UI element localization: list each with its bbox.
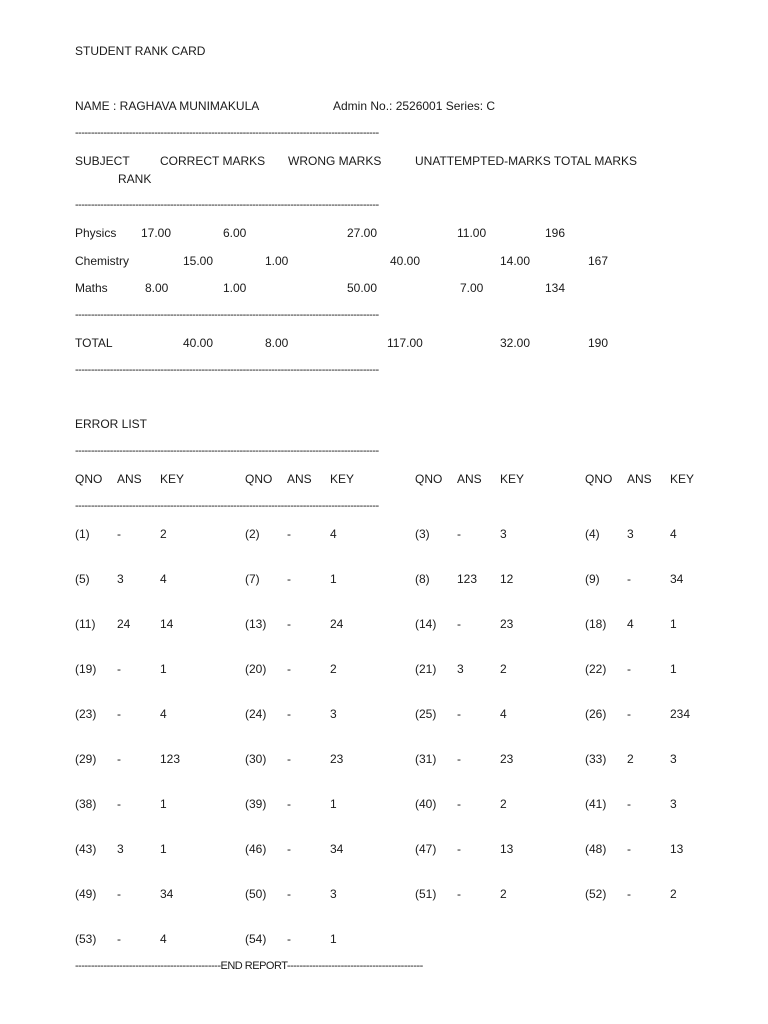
error-key: 34 xyxy=(330,842,344,856)
subject-total: 11.00 xyxy=(457,226,487,240)
error-qno: (38) xyxy=(75,797,97,811)
subject-wrong: 6.00 xyxy=(223,226,247,240)
error-header-qno: QNO xyxy=(415,472,443,486)
error-ans: - xyxy=(627,797,631,811)
error-qno: (20) xyxy=(245,662,267,676)
error-ans: 3 xyxy=(117,842,124,856)
error-key: 4 xyxy=(160,707,167,721)
error-key: 4 xyxy=(160,572,167,586)
error-key: 2 xyxy=(330,662,337,676)
error-qno: (1) xyxy=(75,527,90,541)
error-ans: - xyxy=(457,707,461,721)
error-key: 13 xyxy=(670,842,684,856)
error-ans: 3 xyxy=(627,527,634,541)
error-qno: (5) xyxy=(75,572,90,586)
error-ans: - xyxy=(627,707,631,721)
error-ans: - xyxy=(287,617,291,631)
subject-total: 7.00 xyxy=(460,281,484,295)
admin-number: Admin No.: 2526001 Series: C xyxy=(333,99,496,113)
header-subject: SUBJECT xyxy=(75,154,130,168)
error-header-ans: ANS xyxy=(627,472,652,486)
error-key: 24 xyxy=(330,617,344,631)
error-qno: (49) xyxy=(75,887,97,901)
subject-name: Chemistry xyxy=(75,254,130,268)
subject-total: 14.00 xyxy=(500,254,531,268)
error-ans: - xyxy=(287,662,291,676)
error-ans: - xyxy=(457,887,461,901)
end-report: ----------------------------------------------END REPORT------------------------------------------- xyxy=(75,960,423,972)
error-ans: - xyxy=(287,887,291,901)
error-key: 4 xyxy=(330,527,337,541)
divider: ------------------------------------------------------------------------------------------------ xyxy=(75,445,379,457)
error-qno: (13) xyxy=(245,617,267,631)
error-key: 2 xyxy=(500,662,507,676)
error-key: 2 xyxy=(160,527,167,541)
error-qno: (52) xyxy=(585,887,607,901)
total-wrong: 8.00 xyxy=(265,336,289,350)
error-ans: - xyxy=(117,527,121,541)
error-qno: (26) xyxy=(585,707,607,721)
divider: ------------------------------------------------------------------------------------------------ xyxy=(75,500,379,512)
error-ans: - xyxy=(117,662,121,676)
error-ans: - xyxy=(457,617,461,631)
error-key: 1 xyxy=(160,842,167,856)
error-qno: (3) xyxy=(415,527,430,541)
error-ans: - xyxy=(117,887,121,901)
error-header-qno: QNO xyxy=(585,472,613,486)
error-ans: - xyxy=(117,752,121,766)
error-qno: (41) xyxy=(585,797,607,811)
error-ans: - xyxy=(117,932,121,946)
error-key: 2 xyxy=(670,887,677,901)
error-ans: - xyxy=(117,707,121,721)
error-header-key: KEY xyxy=(670,472,695,486)
error-qno: (9) xyxy=(585,572,600,586)
error-qno: (43) xyxy=(75,842,97,856)
subject-unattempted: 27.00 xyxy=(347,226,378,240)
error-key: 23 xyxy=(500,752,514,766)
error-qno: (22) xyxy=(585,662,607,676)
subject-correct: 8.00 xyxy=(145,281,169,295)
error-ans: - xyxy=(117,797,121,811)
error-qno: (2) xyxy=(245,527,260,541)
page-title: STUDENT RANK CARD xyxy=(75,44,206,58)
error-key: 12 xyxy=(500,572,514,586)
error-header-qno: QNO xyxy=(245,472,273,486)
error-key: 2 xyxy=(500,887,507,901)
error-key: 234 xyxy=(670,707,691,721)
subject-wrong: 1.00 xyxy=(265,254,289,268)
error-key: 3 xyxy=(670,797,677,811)
error-header-ans: ANS xyxy=(117,472,142,486)
error-ans: 3 xyxy=(457,662,464,676)
error-qno: (7) xyxy=(245,572,260,586)
error-ans: - xyxy=(287,572,291,586)
error-qno: (48) xyxy=(585,842,607,856)
error-qno: (39) xyxy=(245,797,267,811)
error-ans: 24 xyxy=(117,617,131,631)
error-qno: (4) xyxy=(585,527,600,541)
subject-wrong: 1.00 xyxy=(223,281,247,295)
total-name: TOTAL xyxy=(75,336,113,350)
total-correct: 40.00 xyxy=(183,336,214,350)
subject-correct: 17.00 xyxy=(141,226,172,240)
error-key: 3 xyxy=(330,887,337,901)
error-header-ans: ANS xyxy=(457,472,482,486)
header-correct: CORRECT MARKS xyxy=(160,154,266,168)
error-qno: (19) xyxy=(75,662,97,676)
error-key: 34 xyxy=(160,887,174,901)
error-qno: (23) xyxy=(75,707,97,721)
error-ans: 2 xyxy=(627,752,634,766)
error-ans: - xyxy=(287,842,291,856)
error-qno: (50) xyxy=(245,887,267,901)
subject-rank: 196 xyxy=(545,226,566,240)
error-key: 123 xyxy=(160,752,181,766)
error-qno: (54) xyxy=(245,932,267,946)
error-ans: - xyxy=(627,662,631,676)
error-qno: (8) xyxy=(415,572,430,586)
student-name: NAME : RAGHAVA MUNIMAKULA xyxy=(75,99,260,113)
error-ans: - xyxy=(457,752,461,766)
header-rank: RANK xyxy=(118,172,152,186)
error-key: 1 xyxy=(330,797,337,811)
error-qno: (51) xyxy=(415,887,437,901)
error-qno: (11) xyxy=(75,617,96,631)
total-rank: 190 xyxy=(588,336,609,350)
error-ans: - xyxy=(287,752,291,766)
error-ans: - xyxy=(457,527,461,541)
error-key: 1 xyxy=(670,617,677,631)
divider: ------------------------------------------------------------------------------------------------ xyxy=(75,127,379,139)
error-ans: 3 xyxy=(117,572,124,586)
error-key: 1 xyxy=(160,662,167,676)
error-qno: (25) xyxy=(415,707,437,721)
error-qno: (47) xyxy=(415,842,437,856)
subject-rank: 167 xyxy=(588,254,609,268)
subject-rank: 134 xyxy=(545,281,566,295)
error-ans: - xyxy=(287,707,291,721)
error-qno: (18) xyxy=(585,617,607,631)
error-ans: - xyxy=(627,887,631,901)
error-key: 23 xyxy=(500,617,514,631)
error-key: 3 xyxy=(500,527,507,541)
divider: ------------------------------------------------------------------------------------------------ xyxy=(75,309,379,321)
error-qno: (24) xyxy=(245,707,267,721)
total-unattempted: 117.00 xyxy=(387,336,423,350)
total-total: 32.00 xyxy=(500,336,531,350)
subject-name: Physics xyxy=(75,226,117,240)
error-qno: (53) xyxy=(75,932,97,946)
header-wrong: WRONG MARKS xyxy=(288,154,382,168)
subject-name: Maths xyxy=(75,281,108,295)
error-ans: - xyxy=(287,932,291,946)
error-header-qno: QNO xyxy=(75,472,103,486)
error-ans: 123 xyxy=(457,572,478,586)
error-key: 3 xyxy=(330,707,337,721)
error-key: 1 xyxy=(330,572,337,586)
error-key: 1 xyxy=(160,797,167,811)
error-ans: 4 xyxy=(627,617,634,631)
error-key: 23 xyxy=(330,752,344,766)
subject-unattempted: 40.00 xyxy=(390,254,421,268)
error-ans: - xyxy=(627,572,631,586)
error-header-ans: ANS xyxy=(287,472,312,486)
error-ans: - xyxy=(457,842,461,856)
error-qno: (29) xyxy=(75,752,97,766)
error-qno: (40) xyxy=(415,797,437,811)
error-key: 1 xyxy=(330,932,337,946)
header-unattempted-total: UNATTEMPTED-MARKS TOTAL MARKS xyxy=(415,154,638,168)
error-key: 4 xyxy=(670,527,677,541)
divider: ------------------------------------------------------------------------------------------------ xyxy=(75,199,379,211)
error-qno: (33) xyxy=(585,752,607,766)
error-header-key: KEY xyxy=(330,472,355,486)
error-qno: (21) xyxy=(415,662,437,676)
error-qno: (14) xyxy=(415,617,437,631)
error-key: 14 xyxy=(160,617,174,631)
error-key: 2 xyxy=(500,797,507,811)
error-header-key: KEY xyxy=(500,472,525,486)
divider: ------------------------------------------------------------------------------------------------ xyxy=(75,364,379,376)
error-ans: - xyxy=(287,797,291,811)
error-key: 3 xyxy=(670,752,677,766)
error-key: 1 xyxy=(670,662,677,676)
subject-unattempted: 50.00 xyxy=(347,281,378,295)
error-key: 34 xyxy=(670,572,684,586)
error-header-key: KEY xyxy=(160,472,185,486)
error-list-title: ERROR LIST xyxy=(75,417,148,431)
error-key: 4 xyxy=(160,932,167,946)
error-ans: - xyxy=(457,797,461,811)
error-qno: (30) xyxy=(245,752,267,766)
error-ans: - xyxy=(627,842,631,856)
error-qno: (46) xyxy=(245,842,267,856)
error-ans: - xyxy=(287,527,291,541)
error-key: 4 xyxy=(500,707,507,721)
error-qno: (31) xyxy=(415,752,437,766)
subject-correct: 15.00 xyxy=(183,254,214,268)
error-key: 13 xyxy=(500,842,514,856)
